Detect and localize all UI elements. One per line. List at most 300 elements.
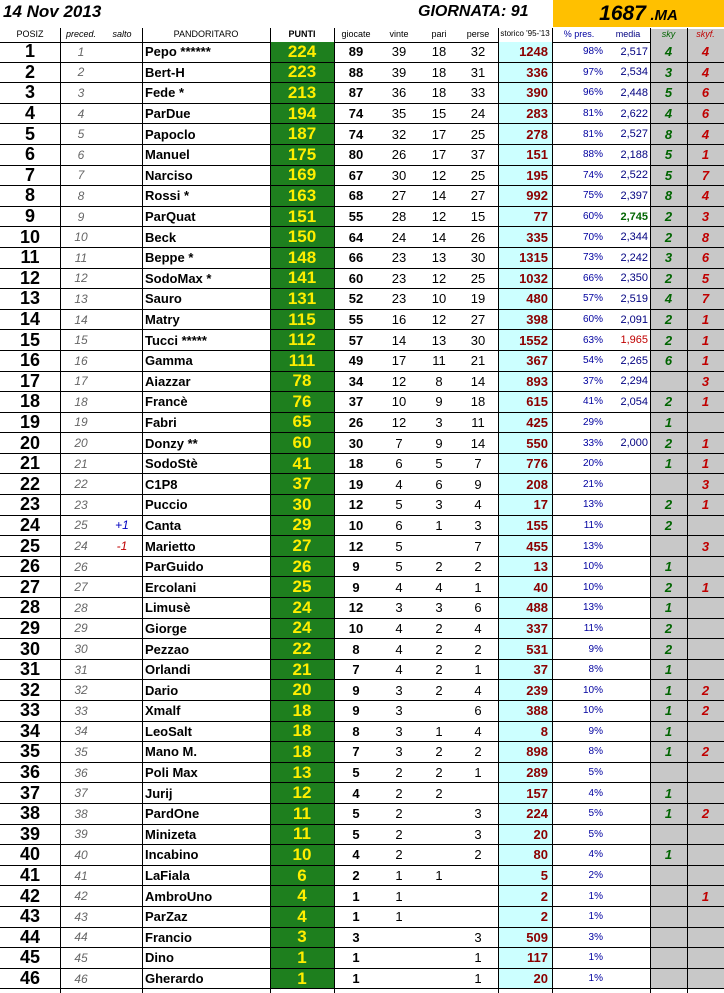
games-lost-cell: 19 (470, 291, 486, 307)
previous-position-cell: 26 (74, 559, 88, 574)
games-played-cell: 88 (348, 64, 364, 80)
average-cell (606, 516, 650, 536)
average-cell (606, 557, 650, 577)
sky-cell: 1 (650, 783, 687, 803)
games-lost-cell: 1 (474, 950, 482, 966)
points-cell: 37 (270, 474, 334, 494)
points-cell: 131 (270, 289, 334, 309)
table-row (0, 392, 724, 413)
position-cell: 13 (19, 288, 41, 309)
historical-cell: 488 (498, 598, 552, 618)
presence-percent-cell: 10% (582, 705, 603, 717)
games-played-cell: 7 (352, 744, 360, 760)
table-row (0, 351, 724, 372)
position-cell: 39 (19, 823, 41, 844)
position-cell: 24 (19, 514, 41, 535)
presence-percent-cell: 1% (588, 952, 603, 964)
average-cell: 2,517 (620, 45, 648, 58)
player-name-cell: Bert-H (145, 64, 185, 80)
skyf-cell (687, 783, 724, 803)
position-cell: 37 (19, 782, 41, 803)
games-won-cell: 4 (395, 579, 403, 595)
games-lost-cell: 33 (470, 85, 486, 101)
points-cell: 3 (270, 928, 334, 948)
total-suffix: .MA (650, 7, 678, 24)
position-cell: 27 (19, 576, 41, 597)
presence-percent-cell: 10% (582, 684, 603, 696)
presence-percent-cell: 29% (582, 416, 603, 428)
table-row (0, 619, 724, 640)
position-jump-cell (102, 186, 142, 206)
presence-percent-cell: 66% (582, 272, 603, 284)
position-jump-cell (102, 680, 142, 700)
position-cell: 36 (19, 762, 41, 783)
games-won-cell: 7 (395, 435, 403, 451)
points-cell: 169 (270, 166, 334, 186)
presence-percent-cell: 41% (582, 396, 603, 408)
previous-position-cell: 16 (74, 353, 88, 368)
games-won-cell: 32 (391, 126, 407, 142)
games-played-cell: 5 (352, 826, 360, 842)
presence-percent-cell: 54% (582, 355, 603, 367)
games-won-cell: 39 (391, 64, 407, 80)
historical-cell: 224 (498, 804, 552, 824)
player-name-cell: Dario (145, 682, 179, 698)
skyf-cell: 3 (687, 474, 724, 494)
table-row (0, 701, 724, 722)
position-jump-cell (102, 948, 142, 968)
position-cell: 5 (24, 123, 35, 144)
table-row (0, 63, 724, 84)
presence-percent-cell: 1% (588, 973, 603, 985)
sky-cell: 5 (650, 145, 687, 165)
table-row (0, 680, 724, 701)
table-row (0, 660, 724, 681)
position-jump-cell (102, 124, 142, 144)
position-cell: 11 (20, 247, 40, 268)
position-cell: 12 (19, 267, 41, 288)
position-jump-cell (102, 42, 142, 62)
table-row (0, 969, 724, 990)
previous-position-cell: 43 (74, 909, 88, 924)
previous-position-cell: 20 (74, 436, 88, 451)
games-lost-cell: 3 (474, 806, 482, 822)
previous-position-cell: 32 (74, 683, 88, 698)
player-name-cell: Gherardo (145, 971, 204, 987)
skyf-cell (687, 722, 724, 742)
table-row (0, 454, 724, 475)
average-cell (606, 660, 650, 680)
position-jump-cell (102, 269, 142, 289)
skyf-cell (687, 825, 724, 845)
games-drawn-cell: 2 (435, 765, 443, 781)
games-won-cell: 6 (395, 517, 403, 533)
historical-cell: 80 (498, 845, 552, 865)
position-jump-cell (102, 969, 142, 989)
position-cell: 42 (19, 885, 41, 906)
games-played-cell: 26 (348, 414, 364, 430)
position-cell: 45 (19, 947, 41, 968)
presence-percent-cell: 4% (588, 849, 603, 861)
games-lost-cell: 1 (474, 579, 482, 595)
games-drawn-cell: 2 (435, 620, 443, 636)
skyf-cell (687, 598, 724, 618)
player-name-cell: Limusè (145, 600, 191, 616)
skyf-cell (687, 557, 724, 577)
previous-position-cell: 17 (74, 374, 88, 389)
col-header-avg: media (615, 29, 641, 39)
games-drawn-cell: 2 (435, 662, 443, 678)
points-cell: 18 (270, 722, 334, 742)
presence-percent-cell: 20% (582, 458, 603, 470)
sky-cell (650, 866, 687, 886)
points-cell: 18 (270, 701, 334, 721)
average-cell: 2,344 (620, 231, 648, 244)
games-played-cell: 8 (352, 641, 360, 657)
points-cell: 26 (270, 557, 334, 577)
points-cell: 25 (270, 577, 334, 597)
games-drawn-cell: 15 (431, 106, 447, 122)
games-drawn-cell: 11 (432, 353, 446, 369)
sky-cell: 1 (650, 557, 687, 577)
position-jump-cell (102, 722, 142, 742)
player-name-cell: Xmalf (145, 703, 181, 719)
points-cell: 22 (270, 639, 334, 659)
presence-percent-cell: 1% (588, 911, 603, 923)
position-jump-cell (102, 166, 142, 186)
average-cell (606, 948, 650, 968)
sky-cell: 1 (650, 598, 687, 618)
average-cell (606, 845, 650, 865)
average-cell: 2,091 (620, 313, 648, 326)
previous-position-cell: 44 (74, 930, 88, 945)
skyf-cell (687, 660, 724, 680)
sky-cell: 2 (650, 310, 687, 330)
historical-cell: 550 (498, 433, 552, 453)
table-row (0, 763, 724, 784)
position-jump-cell (102, 598, 142, 618)
table-row (0, 825, 724, 846)
position-cell: 18 (19, 391, 41, 412)
presence-percent-cell: 11% (583, 622, 603, 634)
position-jump-cell (102, 330, 142, 350)
games-played-cell: 80 (348, 147, 364, 163)
games-won-cell (378, 928, 420, 948)
previous-position-cell: 37 (74, 786, 88, 801)
games-lost-cell (458, 907, 498, 927)
skyf-cell: 3 (687, 372, 724, 392)
games-drawn-cell: 10 (431, 291, 447, 307)
games-drawn-cell: 2 (435, 559, 443, 575)
sky-cell (650, 907, 687, 927)
skyf-cell: 6 (687, 248, 724, 268)
previous-position-cell: 33 (74, 703, 88, 718)
games-won-cell: 30 (391, 167, 407, 183)
average-cell: 2,522 (620, 169, 648, 182)
points-cell: 111 (270, 351, 334, 371)
historical-cell: 992 (498, 186, 552, 206)
skyf-cell (687, 619, 724, 639)
historical-cell: 2 (498, 907, 552, 927)
games-drawn-cell: 8 (435, 373, 443, 389)
player-name-cell: Pezzao (145, 641, 190, 657)
points-cell: 11 (270, 804, 334, 824)
skyf-cell: 1 (687, 433, 724, 453)
player-name-cell: Tucci ***** (145, 332, 207, 348)
games-won-cell: 6 (395, 456, 403, 472)
table-row (0, 536, 724, 557)
average-cell (606, 928, 650, 948)
historical-cell: 893 (498, 372, 552, 392)
historical-cell: 615 (498, 392, 552, 412)
presence-percent-cell: 9% (588, 643, 603, 655)
games-won-cell: 26 (391, 147, 407, 163)
col-header-prev: preced. (65, 29, 97, 39)
points-cell: 224 (270, 42, 334, 62)
games-drawn-cell: 3 (435, 600, 443, 616)
previous-position-cell: 5 (77, 127, 85, 142)
games-played-cell: 67 (348, 167, 364, 183)
presence-percent-cell: 10% (582, 561, 603, 573)
col-header-pts: PUNTI (288, 29, 316, 39)
col-header-skyf: skyf. (687, 29, 724, 42)
games-won-cell: 1 (395, 868, 403, 884)
position-cell: 4 (24, 103, 35, 124)
table-row (0, 928, 724, 949)
presence-percent-cell: 81% (582, 108, 603, 120)
skyf-cell: 1 (687, 454, 724, 474)
player-name-cell: AmbroUno (145, 888, 213, 904)
previous-position-cell: 3 (77, 85, 85, 100)
position-jump-cell (102, 701, 142, 721)
previous-position-cell: 15 (74, 333, 88, 348)
sky-cell: 5 (650, 166, 687, 186)
previous-position-cell: 7 (77, 168, 85, 183)
games-drawn-cell: 14 (431, 188, 447, 204)
games-drawn-cell: 6 (435, 476, 443, 492)
sky-cell: 2 (650, 207, 687, 227)
games-won-cell (378, 948, 420, 968)
previous-position-cell: 14 (74, 312, 88, 327)
average-cell (606, 495, 650, 515)
games-lost-cell (458, 866, 498, 886)
points-cell: 27 (270, 536, 334, 556)
sky-cell (650, 969, 687, 989)
games-played-cell: 10 (348, 517, 364, 533)
average-cell (606, 680, 650, 700)
points-cell: 223 (270, 63, 334, 83)
player-name-cell: Poli Max (145, 765, 198, 781)
games-played-cell: 66 (348, 250, 364, 266)
points-cell: 24 (270, 598, 334, 618)
points-cell: 76 (270, 392, 334, 412)
sky-cell: 5 (650, 83, 687, 103)
games-lost-cell: 6 (474, 600, 482, 616)
points-cell: 141 (270, 269, 334, 289)
presence-percent-cell: 4% (588, 787, 603, 799)
position-cell: 43 (19, 906, 41, 927)
player-name-cell: LaFiala (145, 868, 190, 884)
points-cell: 18 (270, 742, 334, 762)
position-jump-cell (102, 248, 142, 268)
skyf-cell: 1 (687, 310, 724, 330)
games-lost-cell: 1 (474, 662, 482, 678)
presence-percent-cell: 11% (583, 519, 603, 531)
games-won-cell: 5 (395, 559, 403, 575)
average-cell (606, 825, 650, 845)
points-cell: 12 (270, 783, 334, 803)
games-lost-cell: 9 (474, 476, 482, 492)
games-lost-cell: 32 (470, 44, 486, 60)
historical-cell: 776 (498, 454, 552, 474)
points-cell: 30 (270, 495, 334, 515)
sky-cell: 2 (650, 639, 687, 659)
historical-cell: 278 (498, 124, 552, 144)
position-cell: 40 (19, 844, 41, 865)
games-lost-cell: 6 (474, 703, 482, 719)
games-drawn-cell: 1 (435, 517, 443, 533)
previous-position-cell: 11 (74, 250, 88, 265)
position-cell: 3 (24, 82, 35, 103)
presence-percent-cell: 10% (582, 581, 603, 593)
historical-cell: 335 (498, 227, 552, 247)
historical-cell: 17 (498, 495, 552, 515)
points-cell: 148 (270, 248, 334, 268)
total-value: 1687 (599, 2, 646, 25)
games-drawn-cell: 12 (431, 312, 447, 328)
col-header-pos: POSIZ (16, 29, 44, 39)
games-drawn-cell: 18 (431, 85, 447, 101)
average-cell: 2,350 (620, 272, 648, 285)
games-won-cell: 2 (395, 826, 403, 842)
position-jump-cell: +1 (115, 518, 129, 533)
sky-cell: 4 (650, 289, 687, 309)
average-cell (606, 413, 650, 433)
historical-cell: 336 (498, 63, 552, 83)
games-won-cell: 14 (391, 332, 407, 348)
games-won-cell: 3 (395, 744, 403, 760)
presence-percent-cell: 37% (582, 375, 603, 387)
player-name-cell: ParQuat (145, 209, 196, 225)
games-drawn-cell (420, 969, 458, 989)
points-cell: 13 (270, 763, 334, 783)
games-lost-cell: 2 (474, 847, 482, 863)
games-won-cell: 3 (395, 682, 403, 698)
sky-cell: 1 (650, 454, 687, 474)
games-won-cell: 17 (391, 353, 407, 369)
presence-percent-cell: 60% (582, 211, 603, 223)
presence-percent-cell: 5% (588, 808, 603, 820)
position-jump-cell (102, 227, 142, 247)
historical-cell: 1552 (498, 330, 552, 350)
player-name-cell: Dino (145, 950, 174, 966)
historical-cell: 5 (498, 866, 552, 886)
sky-cell (650, 886, 687, 906)
skyf-cell: 8 (687, 227, 724, 247)
games-lost-cell: 25 (470, 270, 486, 286)
historical-cell: 13 (498, 557, 552, 577)
games-won-cell: 4 (395, 476, 403, 492)
presence-percent-cell: 5% (588, 828, 603, 840)
position-cell: 35 (19, 741, 41, 762)
historical-cell: 1032 (498, 269, 552, 289)
player-name-cell: Manuel (145, 147, 190, 163)
skyf-cell (687, 969, 724, 989)
player-name-cell: Rossi * (145, 188, 190, 204)
col-header-sky: sky (650, 29, 687, 42)
previous-position-cell: 41 (74, 868, 88, 883)
sky-cell (650, 825, 687, 845)
sky-cell: 2 (650, 495, 687, 515)
position-cell: 38 (19, 803, 41, 824)
position-jump-cell (102, 372, 142, 392)
position-cell: 46 (19, 968, 41, 989)
average-cell (606, 454, 650, 474)
position-cell: 19 (19, 411, 41, 432)
position-cell: 22 (19, 473, 41, 494)
games-lost-cell: 1 (474, 971, 482, 987)
games-lost-cell: 24 (470, 106, 486, 122)
position-cell: 25 (19, 535, 41, 556)
games-lost-cell: 2 (474, 559, 482, 575)
table-row (0, 330, 724, 351)
table-row (0, 83, 724, 104)
games-drawn-cell: 18 (431, 44, 447, 60)
table-row (0, 104, 724, 125)
skyf-cell (687, 928, 724, 948)
games-drawn-cell: 17 (431, 126, 447, 142)
presence-percent-cell: 1% (588, 890, 603, 902)
games-drawn-cell: 13 (431, 332, 447, 348)
position-jump-cell (102, 886, 142, 906)
previous-position-cell: 46 (74, 971, 88, 986)
position-cell: 10 (19, 226, 41, 247)
table-row (0, 722, 724, 743)
games-drawn-cell (420, 536, 458, 556)
games-lost-cell: 7 (474, 456, 482, 472)
games-won-cell: 23 (391, 270, 407, 286)
skyf-cell (687, 763, 724, 783)
sky-cell: 3 (650, 63, 687, 83)
games-played-cell: 34 (348, 373, 364, 389)
previous-position-cell: 45 (74, 950, 88, 965)
sky-cell: 1 (650, 722, 687, 742)
previous-position-cell: 40 (74, 847, 88, 862)
position-cell: 7 (24, 164, 35, 185)
skyf-cell (687, 845, 724, 865)
presence-percent-cell: 13% (582, 540, 603, 552)
historical-cell: 367 (498, 351, 552, 371)
sky-cell: 1 (650, 680, 687, 700)
skyf-cell (687, 948, 724, 968)
historical-cell: 455 (498, 536, 552, 556)
points-cell: 187 (270, 124, 334, 144)
player-name-cell: Aiazzar (145, 373, 191, 389)
skyf-cell: 4 (687, 42, 724, 62)
previous-position-cell: 42 (74, 889, 88, 904)
sky-cell: 2 (650, 269, 687, 289)
table-row (0, 577, 724, 598)
previous-position-cell: 21 (74, 456, 88, 471)
position-jump-cell (102, 804, 142, 824)
average-cell: 2,294 (620, 375, 648, 388)
presence-percent-cell: 60% (582, 314, 603, 326)
average-cell: 2,519 (620, 292, 648, 305)
skyf-cell: 4 (687, 63, 724, 83)
games-won-cell: 39 (391, 44, 407, 60)
games-played-cell: 7 (352, 662, 360, 678)
historical-cell: 898 (498, 742, 552, 762)
